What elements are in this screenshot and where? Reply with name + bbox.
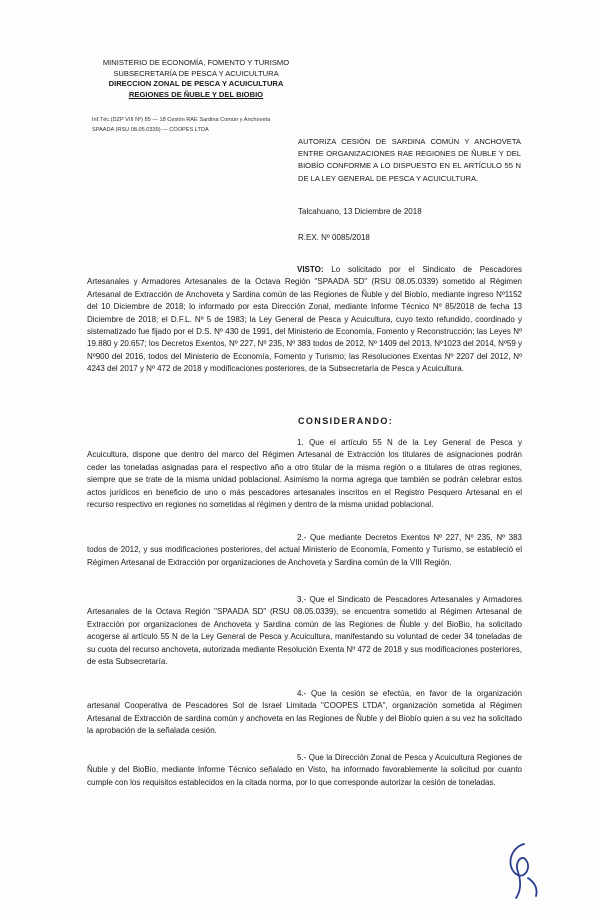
letterhead-ministry: MINISTERIO DE ECONOMÍA, FOMENTO Y TURISMO bbox=[102, 58, 290, 67]
considerando-2: 2.- Que mediante Decretos Exentos Nº 227, Nº 235, Nº 383 todos de 2012, y sus modificaciones posteriores, del actual Ministerio de Economía, Fomento y Turismo, se estableció el Régimen Artesanal de Extracción por organizaciones de Anchoveta y Sardina común de la VIII Región. bbox=[87, 533, 522, 567]
reference-lines bbox=[92, 116, 322, 135]
reference-line-1: Inf.Téc.(DZP VIII Nº) 85 — 18 Cesión RAE Sardina Común y Anchoveta bbox=[92, 117, 271, 123]
visto-paragraph bbox=[87, 264, 522, 376]
considerando-title: CONSIDERANDO: bbox=[298, 416, 394, 426]
considerando-4: 4.- Que la cesión se efectúa, en favor de la organización artesanal Cooperativa de Pescadores Sol de Israel Limitada "COOPES LTDA", organización sometida al Régimen Artesanal de Extracción de sardina común y anchoveta en las Regiones de Ñuble y del Biobío quien a su vez ha solicitado la aprobación de la señalada cesión. bbox=[87, 689, 522, 736]
letterhead-direccion: DIRECCION ZONAL DE PESCA Y ACUICULTURA bbox=[108, 79, 284, 89]
considerando-3: 3.- Que el Sindicato de Pescadores Artesanales y Armadores Artesanales de la Octava Región "SPAADA SD" (RSU 08.05.0339), se encuentra sometido al Régimen Artesanal de Extracción por organizaciones de Anchoveta y Sardina común de las Regiones de Ñuble y del BioBio, ha solicitado acogerse al artículo 55 N de la Ley General de Pesca y Acuicultura, manifestando su voluntad de ceder 34 toneladas de su cuota del recurso anchoveta, autorizada mediante Resolución Exenta Nº 472 de 2018 y sus modificaciones posteriores, de esta Subsecretaría. bbox=[87, 595, 522, 667]
visto-label: VISTO: bbox=[297, 265, 324, 274]
considerando-1: 1. Que el artículo 55 N de la Ley General de Pesca y Acuicultura, dispone que dentro del marco del Régimen Artesanal de Extracción los titulares de asignaciones podrán ceder las toneladas asignadas para el respectivo año a otro titular de la misma región o a titulares de otras regiones, siempre que se trate de la misma unidad poblacional. Asimismo la norma agrega que también se podrán celebrar estos actos jurídicos en beneficio de uno o más pescadores artesanales inscritos en el Registro Pesquero Artesanal en el recurso respectivo en regiones no sometidas al régimen y dentro de la misma unidad poblacional. bbox=[87, 438, 522, 510]
visto-text: Lo solicitado por el Sindicato de Pescadores Artesanales y Armadores Artesanales de la Octava Región "SPAADA SD" (RSU 08.05.0339) sometido al Régimen Artesanal de Extracción de Anchoveta y Sardina común de las Regiones de Ñuble y del Biobío, mediante ingreso Nº1152 del 10 Diciembre de 2018; lo informado por esta Dirección Zonal, mediante Informe Técnico Nº 85/2018 de fecha 13 Diciembre de 2018; el D.F.L. Nº 5 de 1983; la Ley General de Pesca y Acuicultura, cuyo texto refundido, coordinado y sistematizado fue fijado por el D.S. Nº 430 de 1991, del Ministerio de Economía, Fomento y Reconstrucción; las Leyes Nº 19.880 y 20.657; los Decretos Exentos, Nº 227, Nº 235, Nº 383 todos de 2012, Nº 1409 del 2013, Nº1023 del 2014, Nº59 y Nº900 del 2016, todos del Ministerio de Economía, Fomento y Turismo; las Resoluciones Exentas Nº 2207 del 2012, Nº 4243 del 2017 y Nº 472 de 2018 y modificaciones posteriores, de la Subsecretaría de Pesca y Acuicultura. bbox=[87, 265, 522, 374]
letterhead-subsecretaria: SUBSECRETARÍA DE PESCA Y ACUICULTURA bbox=[113, 68, 279, 78]
place-date: Talcahuano, 13 Diciembre de 2018 bbox=[298, 207, 422, 216]
resolution-number: R.EX. Nº 0085/2018 bbox=[298, 233, 370, 242]
considerando-5: 5.- Que la Dirección Zonal de Pesca y Acuicultura Regiones de Ñuble y del BioBio, mediante Informe Técnico señalado en Visto, ha informado favorablemente la solicitud por cuanto cumple con los requisitos establecidos en la citada norma, por lo que corresponde autorizar la cesión de toneladas. bbox=[87, 753, 522, 787]
resolution-subject: AUTORIZA CESIÓN DE SARDINA COMÚN Y ANCHOVETA ENTRE ORGANIZACIONES RAE REGIONES DE ÑUBLE Y DEL BIOBÍO CONFORME A LO DISPUESTO EN EL ARTÍCULO 55 N DE LA LEY GENERAL DE PESCA Y ACUICULTURA. bbox=[298, 137, 521, 183]
letterhead bbox=[96, 58, 296, 100]
signature-initials-icon bbox=[498, 838, 548, 907]
reference-line-2: SPAADA (RSU 08.05.0339) — COOPES LTDA bbox=[92, 126, 209, 133]
letterhead-regiones: REGIONES DE ÑUBLE Y DEL BIOBIO bbox=[128, 89, 264, 99]
